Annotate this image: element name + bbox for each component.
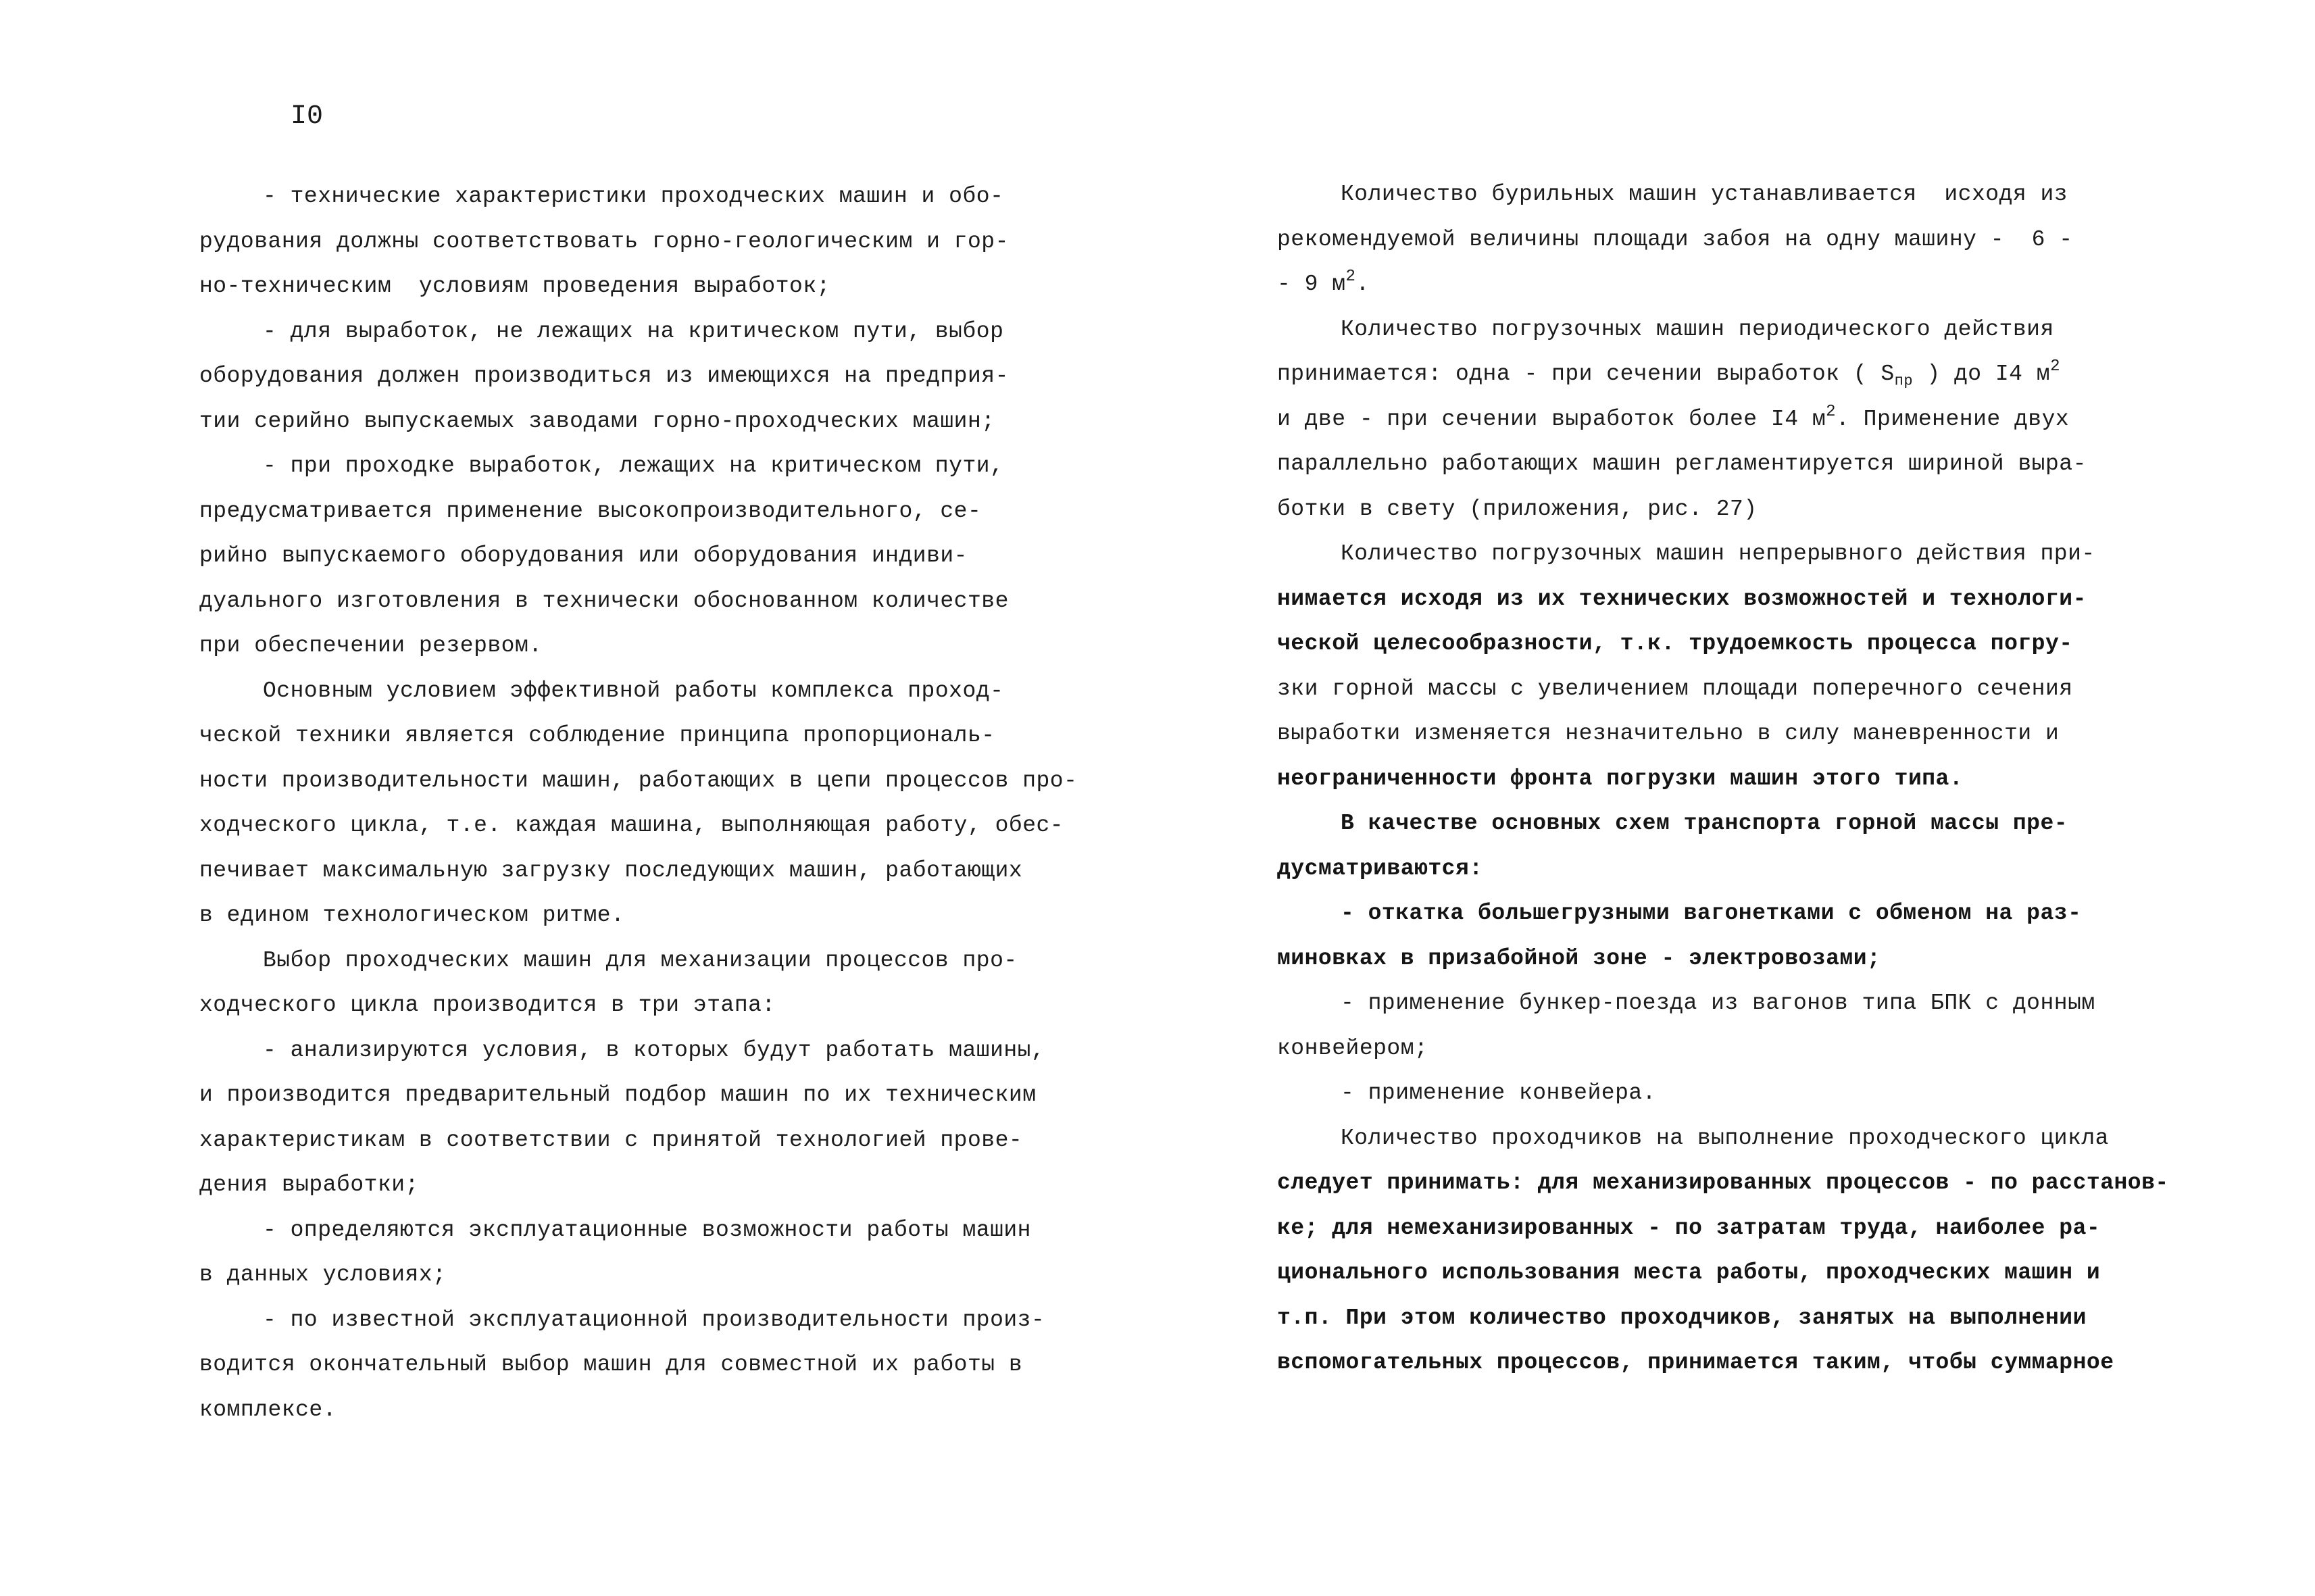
text-fragment: - 9 м bbox=[1277, 272, 1346, 297]
text-line: - откатка большегрузными вагонетками с обменом на раз- bbox=[1341, 901, 2082, 926]
text-line: дуального изготовления в технически обоснованном количестве bbox=[199, 588, 1009, 614]
page-number: I0 bbox=[291, 101, 324, 132]
text-line: Количество проходчиков на выполнение проходческого цикла bbox=[1341, 1125, 2109, 1151]
text-line: В качестве основных схем транспорта горной массы пре- bbox=[1341, 811, 2068, 836]
text-line: зки горной массы с увеличением площади поперечного сечения bbox=[1277, 676, 2073, 701]
text-line: ности производительности машин, работающих в цепи процессов про- bbox=[199, 768, 1078, 793]
text-fragment: и две - при сечении выработок более I4 м bbox=[1277, 406, 1826, 432]
text-line: и производится предварительный подбор машин по их техническим bbox=[199, 1082, 1037, 1107]
text-line: - для выработок, не лежащих на критическом пути, выбор bbox=[263, 318, 1004, 344]
subscript: пр bbox=[1894, 372, 1914, 390]
text-line: ке; для немеханизированных - по затратам труда, наиболее ра- bbox=[1277, 1215, 2101, 1241]
text-line: дусматриваются: bbox=[1277, 855, 1483, 881]
text-line: миновках в призабойной зоне - электровозами; bbox=[1277, 945, 1881, 971]
text-line: Основным условием эффективной работы комплекса проход- bbox=[263, 678, 1004, 703]
right-column bbox=[1277, 172, 2169, 1386]
text-line: параллельно работающих машин регламентируется шириной выра- bbox=[1277, 451, 2087, 476]
text-fragment: принимается: одна - при сечении выработок ( S bbox=[1277, 361, 1895, 386]
text-line: - применение конвейера. bbox=[1341, 1080, 1656, 1105]
text-line: Количество бурильных машин устанавливается исходя из bbox=[1341, 182, 2068, 207]
text-line: рекомендуемой величины площади забоя на одну машину - 6 - bbox=[1277, 226, 2073, 252]
text-line: в данных условиях; bbox=[199, 1262, 447, 1287]
text-line: печивает максимальную загрузку последующих машин, работающих bbox=[199, 857, 1023, 883]
text-line: Количество погрузочных машин периодического действия bbox=[1341, 316, 2054, 342]
text-line: дения выработки; bbox=[199, 1172, 419, 1197]
text-line-with-superscript bbox=[1277, 397, 2142, 443]
text-line: тии серийно выпускаемых заводами горно-проходческих машин; bbox=[199, 408, 995, 434]
text-line: ходческого цикла производится в три этапа: bbox=[199, 993, 776, 1018]
text-line: характеристикам в соответствии с принятой технологией прове- bbox=[199, 1127, 1023, 1153]
superscript: 2 bbox=[1345, 268, 1356, 286]
text-line: рудования должны соответствовать горно-геологическим и гор- bbox=[199, 228, 1009, 254]
text-line: следует принимать: для механизированных процессов - по расстанов- bbox=[1277, 1170, 2169, 1195]
text-line: выработки изменяется незначительно в силу маневренности и bbox=[1277, 721, 2060, 746]
text-line: при обеспечении резервом. bbox=[199, 633, 543, 658]
text-line: Выбор проходческих машин для механизации процессов про- bbox=[263, 947, 1018, 973]
text-fragment: . Применение двух bbox=[1836, 406, 2070, 432]
text-line: неограниченности фронта погрузки машин этого типа. bbox=[1277, 766, 1964, 791]
text-fragment: . bbox=[1355, 272, 1370, 297]
text-line: ческой техники является соблюдение принципа пропорциональ- bbox=[199, 723, 995, 748]
text-fragment: ) до I4 м bbox=[1913, 361, 2051, 386]
text-line: комплексе. bbox=[199, 1397, 337, 1422]
text-line: но-техническим условиям проведения выработок; bbox=[199, 274, 830, 299]
text-line: оборудования должен производиться из имеющихся на предприя- bbox=[199, 364, 1009, 389]
text-line: - анализируются условия, в которых будут работать машины, bbox=[263, 1037, 1045, 1063]
text-line: предусматривается применение высокопроизводительного, се- bbox=[199, 498, 982, 524]
text-line: - при проходке выработок, лежащих на критическом пути, bbox=[263, 453, 1004, 478]
text-line: нимается исходя из их технических возможностей и технологи- bbox=[1277, 586, 2087, 612]
text-line: - по известной эксплуатационной производительности произ- bbox=[263, 1307, 1045, 1332]
text-line: ходческого цикла, т.е. каждая машина, выполняющая работу, обес- bbox=[199, 813, 1064, 838]
text-line: водится окончательный выбор машин для совместной их работы в bbox=[199, 1352, 1023, 1377]
text-line: конвейером; bbox=[1277, 1035, 1428, 1061]
text-line: рийно выпускаемого оборудования или оборудования индиви- bbox=[199, 543, 968, 568]
text-line: ционального использования места работы, проходческих машин и bbox=[1277, 1260, 2101, 1285]
text-line: Количество погрузочных машин непрерывного действия при- bbox=[1341, 541, 2095, 566]
text-line: в едином технологическом ритме. bbox=[199, 903, 625, 928]
text-line: - технические характеристики проходческих машин и обо- bbox=[263, 184, 1004, 209]
superscript: 2 bbox=[1826, 402, 1837, 421]
text-line: ческой целесообразности, т.к. трудоемкость процесса погру- bbox=[1277, 631, 2073, 656]
left-column bbox=[199, 174, 1098, 1432]
text-line: вспомогательных процессов, принимается таким, чтобы суммарное bbox=[1277, 1350, 2114, 1375]
text-line-with-formula bbox=[1277, 352, 2142, 397]
text-line-with-superscript bbox=[1277, 262, 2142, 307]
text-line: ботки в свету (приложения, рис. 27) bbox=[1277, 496, 1758, 522]
text-line: т.п. При этом количество проходчиков, занятых на выполнении bbox=[1277, 1305, 2087, 1330]
text-line: - определяются эксплуатационные возможности работы машин bbox=[263, 1217, 1031, 1243]
superscript: 2 bbox=[2050, 357, 2061, 376]
text-line: - применение бункер-поезда из вагонов типа БПК с донным bbox=[1341, 991, 2095, 1016]
